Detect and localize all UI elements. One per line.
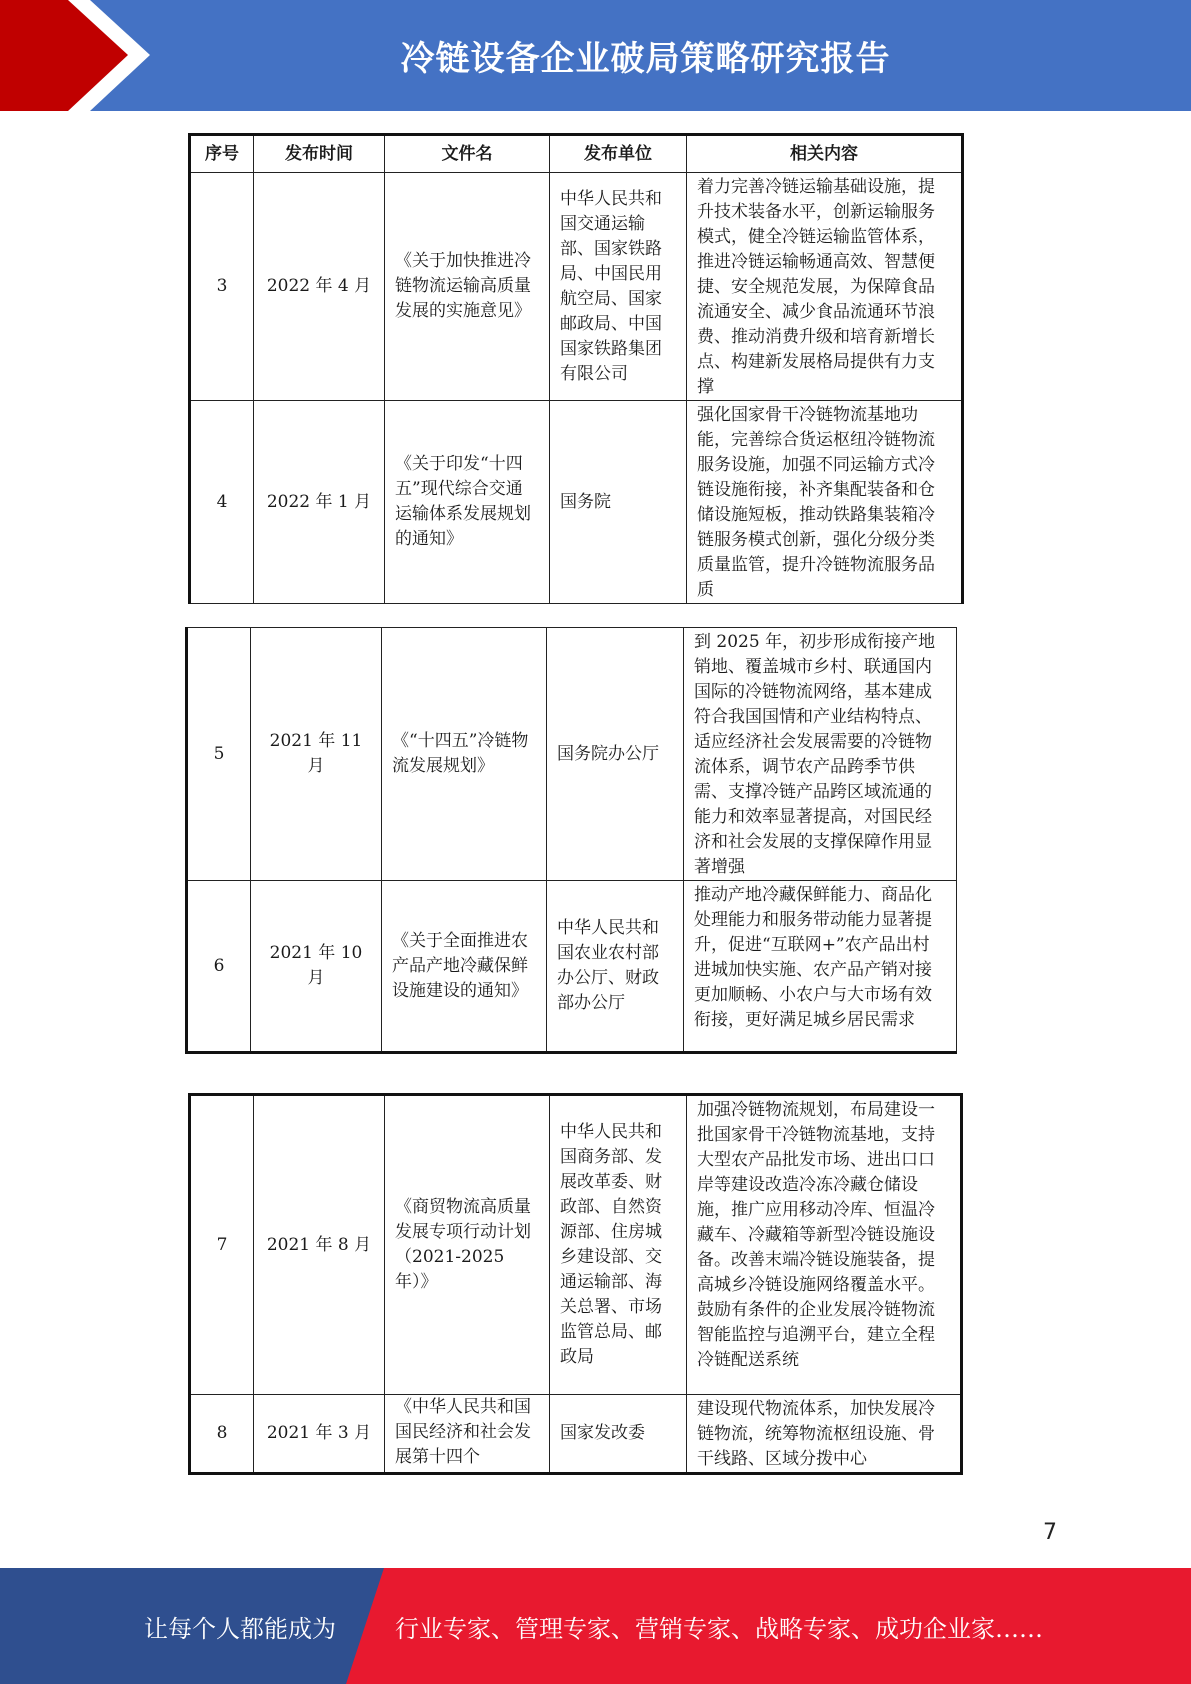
cell-name: 《“十四五”冷链物流发展规划》	[382, 628, 547, 881]
cell-name: 《商贸物流高质量发展专项行动计划（2021-2025 年）》	[385, 1095, 550, 1395]
table-row	[187, 881, 957, 1053]
cell-content: 加强冷链物流规划，布局建设一批国家骨干冷链物流基地，支持大型农产品批发市场、进出口口岸等建设改造冷冻冷藏仓储设施，推广应用移动冷库、恒温冷藏车、冷藏箱等新型冷链设施设备。改善末端冷链设施装备，提高城乡冷链设施网络覆盖水平。鼓励有条件的企业发展冷链物流智能监控与追溯平台，建立全程冷链配送系统	[687, 1095, 962, 1395]
table-row	[190, 401, 963, 604]
cell-no: 3	[190, 173, 254, 401]
header-banner	[0, 0, 1191, 111]
cell-content: 建设现代物流体系，加快发展冷链物流，统筹物流枢纽设施、骨干线路、区域分拨中心	[687, 1395, 962, 1474]
cell-name: 《中华人民共和国国民经济和社会发展第十四个	[385, 1395, 550, 1474]
cell-unit: 国家发改委	[550, 1395, 687, 1474]
cell-content: 强化国家骨干冷链物流基地功能，完善综合货运枢纽冷链物流服务设施，加强不同运输方式冷链设施衔接，补齐集配装备和仓储设施短板，推动铁路集装箱冷链服务模式创新，强化分级分类质量监管，提升冷链物流服务品质	[687, 401, 963, 604]
cell-no: 4	[190, 401, 254, 604]
cell-date: 2021 年 3 月	[254, 1395, 385, 1474]
policy-table-block-2	[185, 627, 957, 1054]
column-header-unit: 发布单位	[550, 135, 687, 173]
cell-unit: 中华人民共和国农业农村部办公厅、财政部办公厅	[547, 881, 684, 1053]
table-row	[190, 1395, 962, 1474]
footer-banner	[0, 1568, 1191, 1684]
cell-unit: 中华人民共和国交通运输部、国家铁路局、中国民用航空局、国家邮政局、中国国家铁路集团有限公司	[550, 173, 687, 401]
table-row	[187, 628, 957, 881]
column-header-name: 文件名	[385, 135, 550, 173]
cell-name: 《关于全面推进农产品产地冷藏保鲜设施建设的通知》	[382, 881, 547, 1053]
cell-content: 推动产地冷藏保鲜能力、商品化处理能力和服务带动能力显著提升，促进“互联网+”农产品出村进城加快实施、农产品产销对接更加顺畅、小农户与大市场有效衔接，更好满足城乡居民需求	[684, 881, 957, 1053]
column-header-date: 发布时间	[254, 135, 385, 173]
footer-slogan-right: 行业专家、管理专家、营销专家、战略专家、成功企业家……	[395, 1614, 1043, 1643]
table-header-row	[190, 135, 963, 173]
policy-table-block-3	[188, 1093, 963, 1475]
cell-no: 5	[187, 628, 251, 881]
page-number: 7	[1043, 1520, 1057, 1545]
chevron-logo-icon	[0, 0, 160, 111]
cell-unit: 国务院办公厅	[547, 628, 684, 881]
cell-name: 《关于印发“十四五”现代综合交通运输体系发展规划的通知》	[385, 401, 550, 604]
cell-no: 8	[190, 1395, 254, 1474]
cell-content: 着力完善冷链运输基础设施，提升技术装备水平，创新运输服务模式，健全冷链运输监管体系，推进冷链运输畅通高效、智慧便捷、安全规范发展，为保障食品流通安全、减少食品流通环节浪费、推动消费升级和培育新增长点、构建新发展格局提供有力支撑	[687, 173, 963, 401]
cell-content: 到 2025 年，初步形成衔接产地销地、覆盖城市乡村、联通国内国际的冷链物流网络，基本建成符合我国国情和产业结构特点、适应经济社会发展需要的冷链物流体系，调节农产品跨季节供需、支撑冷链产品跨区域流通的能力和效率显著提高，对国民经济和社会发展的支撑保障作用显著增强	[684, 628, 957, 881]
cell-date: 2022 年 1 月	[254, 401, 385, 604]
policy-table-block-1	[188, 133, 964, 604]
table-row	[190, 173, 963, 401]
cell-no: 6	[187, 881, 251, 1053]
column-header-content: 相关内容	[687, 135, 963, 173]
cell-date: 2021 年 10 月	[251, 881, 382, 1053]
column-header-no: 序号	[190, 135, 254, 173]
cell-date: 2021 年 8 月	[254, 1095, 385, 1395]
cell-no: 7	[190, 1095, 254, 1395]
table-row	[190, 1095, 962, 1395]
footer-slogan-left: 让每个人都能成为	[144, 1614, 336, 1643]
page-title: 冷链设备企业破局策略研究报告	[400, 39, 891, 79]
cell-unit: 国务院	[550, 401, 687, 604]
cell-date: 2022 年 4 月	[254, 173, 385, 401]
cell-date: 2021 年 11 月	[251, 628, 382, 881]
cell-name: 《关于加快推进冷链物流运输高质量发展的实施意见》	[385, 173, 550, 401]
cell-unit: 中华人民共和国商务部、发展改革委、财政部、自然资源部、住房城乡建设部、交通运输部、海关总署、市场监管总局、邮政局	[550, 1095, 687, 1395]
